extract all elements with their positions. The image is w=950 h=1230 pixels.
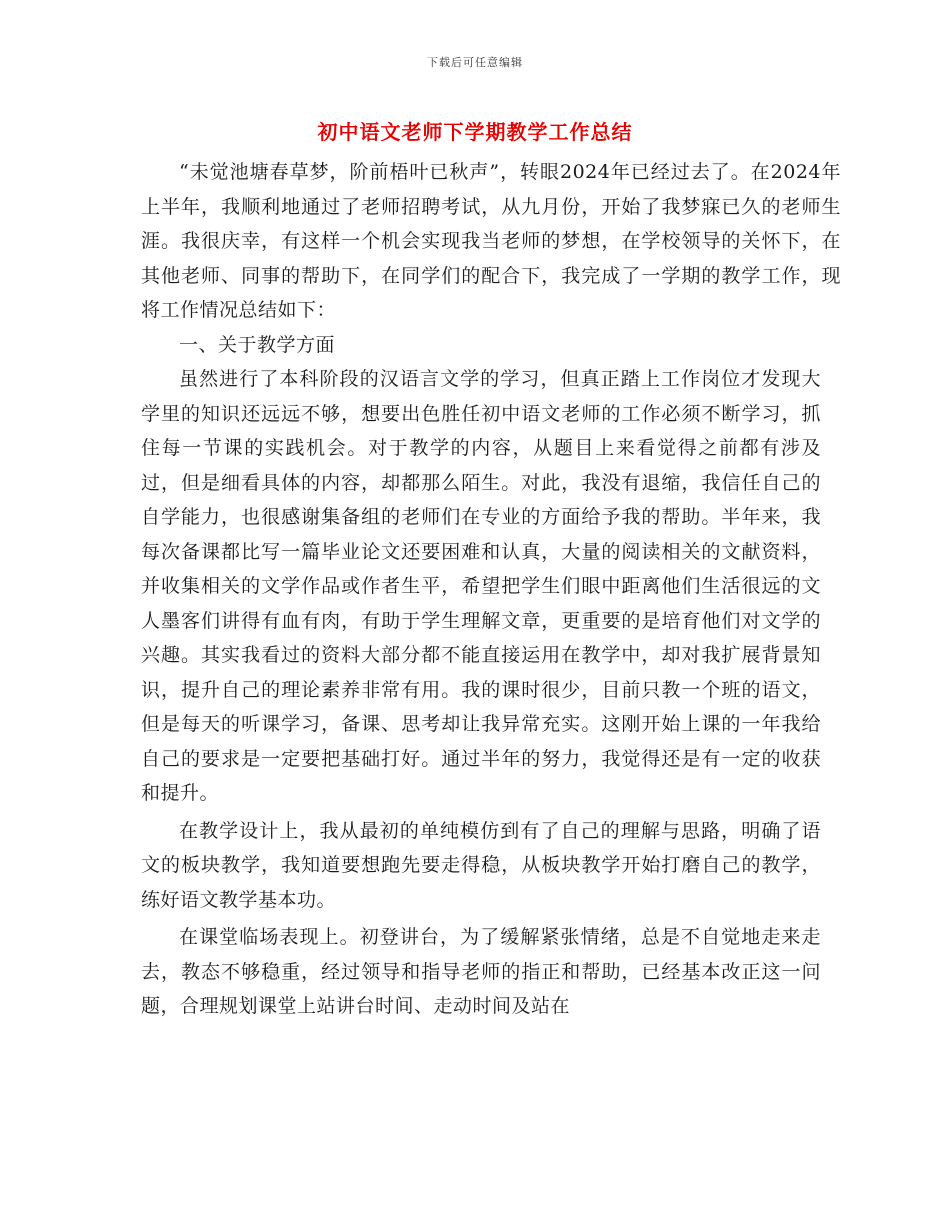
paragraph-classroom-performance: 在课堂临场表现上。初登讲台，为了缓解紧张情绪，总是不自觉地走来走去，教态不够稳重，经过领导和指导老师的指正和帮助，已经基本改正这一问题，合理规划课堂上站讲台时间、走动时间及站在 (141, 926, 821, 1017)
paragraph-teaching-design: 在教学设计上，我从最初的单纯模仿到有了自己的理解与思路，明确了语文的板块教学，我知道要想跑先要走得稳，从板块教学开始打磨自己的教学，练好语文教学基本功。 (141, 819, 821, 911)
document-body (141, 155, 841, 1024)
paragraph-intro: “未觉池塘春草梦，阶前梧叶已秋声”，转眼2024年已经过去了。在2024年上半年，我顺利地通过了老师招聘考试，从九月份，开始了我梦寐已久的老师生涯。我很庆幸，有这样一个机会实现我当老师的梦想，在学校领导的关怀下，在其他老师、同事的帮助下，在同学们的配合下，我完成了一学期的教学工作，现将工作情况总结如下： (141, 161, 841, 321)
section-heading-teaching: 一、关于教学方面 (179, 333, 336, 356)
paragraph-teaching-content: 虽然进行了本科阶段的汉语言文学的学习，但真正踏上工作岗位才发现大学里的知识还远远不够，想要出色胜任初中语文老师的工作必须不断学习，抓住每一节课的实践机会。对于教学的内容，从题目上来看觉得之前都有涉及过，但是细看具体的内容，却都那么陌生。对此，我没有退缩，我信任自己的自学能力，也很感谢集备组的老师们在专业的方面给予我的帮助。半年来，我每次备课都比写一篇毕业论文还要困难和认真，大量的阅读相关的文献资料，并收集相关的文学作品或作者生平，希望把学生们眼中距离他们生活很远的文人墨客们讲得有血有肉，有助于学生理解文章，更重要的是培育他们对文学的兴趣。其实我看过的资料大部分都不能直接运用在教学中，却对我扩展背景知识，提升自己的理论素养非常有用。我的课时很少，目前只教一个班的语文，但是每天的听课学习，备课、思考却让我异常充实。这刚开始上课的一年我给自己的要求是一定要把基础打好。通过半年的努力，我觉得还是有一定的收获和提升。 (141, 368, 821, 804)
page-header-note: 下载后可任意编辑 (427, 56, 523, 69)
document-title: 初中语文老师下学期教学工作总结 (317, 120, 633, 144)
